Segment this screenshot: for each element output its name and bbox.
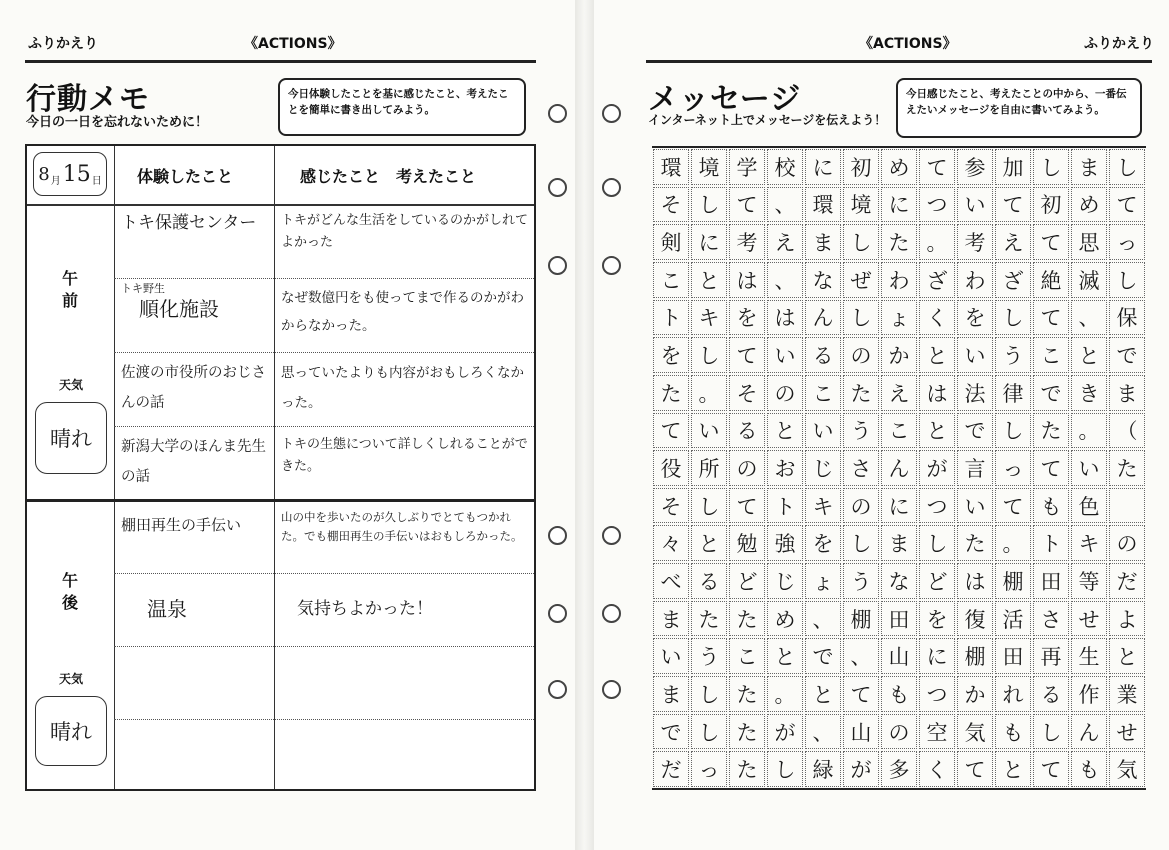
- message-cell: か: [957, 676, 993, 712]
- message-cell: し: [1033, 149, 1069, 185]
- message-cell: る: [729, 413, 765, 449]
- binder-ring: [548, 680, 567, 699]
- message-cell: も: [995, 714, 1031, 750]
- message-cell: 棚: [995, 563, 1031, 599]
- message-cell: で: [957, 413, 993, 449]
- message-cell: せ: [1071, 601, 1107, 637]
- message-cell: て: [919, 149, 955, 185]
- row-divider: [114, 573, 534, 574]
- message-cell: わ: [881, 262, 917, 298]
- col-header-experience: 体験したこと: [137, 167, 234, 186]
- message-cell: 思: [1071, 224, 1107, 260]
- message-cell: じ: [767, 563, 803, 599]
- message-cell: な: [881, 563, 917, 599]
- binder-ring: [548, 526, 567, 545]
- message-cell: が: [843, 751, 879, 787]
- message-cell: こ: [1033, 337, 1069, 373]
- message-cell: 。: [919, 224, 955, 260]
- message-cell: に: [919, 638, 955, 674]
- pm-label-char: 後: [61, 593, 78, 612]
- message-cell: 初: [1033, 187, 1069, 223]
- message-cell: と: [767, 413, 803, 449]
- page-subtitle-right: インターネット上でメッセージを伝えよう！: [648, 113, 887, 127]
- pm-thought-2: 気持ちよかった！: [297, 599, 433, 619]
- message-cell: せ: [1109, 714, 1145, 750]
- message-cell: 活: [995, 601, 1031, 637]
- message-cell: も: [1033, 488, 1069, 524]
- message-cell: に: [805, 149, 841, 185]
- message-cell: い: [957, 488, 993, 524]
- message-cell: 。: [767, 676, 803, 712]
- message-cell: て: [729, 337, 765, 373]
- header-right-label: ふりかえり: [1084, 36, 1154, 52]
- date-day: 15: [62, 161, 91, 187]
- message-cell: に: [881, 488, 917, 524]
- message-cell: 。: [691, 375, 727, 411]
- message-cell: い: [1071, 450, 1107, 486]
- message-cell: た: [653, 375, 689, 411]
- message-cell: も: [881, 676, 917, 712]
- message-cell: る: [1033, 676, 1069, 712]
- message-cell: さ: [843, 450, 879, 486]
- message-cell: し: [691, 337, 727, 373]
- message-cell: 作: [1071, 676, 1107, 712]
- message-cell: て: [1033, 300, 1069, 336]
- message-cell: え: [881, 375, 917, 411]
- message-cell: そ: [653, 488, 689, 524]
- col-header-thoughts: 感じたこと 考えたこと: [300, 167, 477, 186]
- message-cell: 棚: [957, 638, 993, 674]
- message-cell: と: [1109, 638, 1145, 674]
- message-cell: 、: [767, 187, 803, 223]
- message-cell: こ: [881, 413, 917, 449]
- pm-label: [53, 570, 87, 614]
- am-thought-3: 思っていたよりも内容がおもしろくなかった。: [281, 365, 524, 411]
- message-cell: た: [957, 525, 993, 561]
- message-cell: う: [691, 638, 727, 674]
- message-cell: 々: [653, 525, 689, 561]
- col-divider: [274, 146, 275, 789]
- binder-ring: [602, 680, 621, 699]
- message-cell: 考: [729, 224, 765, 260]
- col-divider: [114, 146, 115, 789]
- am-exp-3: 佐渡の市役所のおじさんの話: [121, 365, 266, 411]
- message-cell: つ: [919, 676, 955, 712]
- message-cell: を: [919, 601, 955, 637]
- message-cell: 気: [1109, 751, 1145, 787]
- message-cell: は: [729, 262, 765, 298]
- message-cell: し: [843, 525, 879, 561]
- message-cell: し: [843, 300, 879, 336]
- header-rule: [25, 60, 536, 63]
- message-cell: こ: [805, 375, 841, 411]
- message-cell: で: [1033, 375, 1069, 411]
- message-cell: わ: [957, 262, 993, 298]
- message-cell: っ: [1109, 224, 1145, 260]
- message-cell: ま: [805, 224, 841, 260]
- message-cell: じ: [805, 450, 841, 486]
- message-cell: 境: [691, 149, 727, 185]
- message-cell: め: [1071, 187, 1107, 223]
- message-cell: て: [843, 676, 879, 712]
- message-cell: を: [805, 525, 841, 561]
- am-pm-divider: [27, 499, 534, 502]
- message-cell: 色: [1071, 488, 1107, 524]
- message-cell: キ: [691, 300, 727, 336]
- message-cell: ま: [1109, 375, 1145, 411]
- date-month: 8: [38, 163, 50, 185]
- message-cell: た: [729, 601, 765, 637]
- message-cell: と: [919, 337, 955, 373]
- message-cell: ぜ: [843, 262, 879, 298]
- binder-ring: [548, 178, 567, 197]
- message-cell: ど: [919, 563, 955, 599]
- message-cell: き: [1071, 375, 1107, 411]
- message-cell: て: [729, 187, 765, 223]
- message-cell: ト: [1033, 525, 1069, 561]
- message-cell: め: [767, 601, 803, 637]
- message-cell: と: [995, 751, 1031, 787]
- message-cell: ま: [653, 601, 689, 637]
- message-cell: 考: [957, 224, 993, 260]
- message-cell: ん: [805, 300, 841, 336]
- instruction-box-right: 今日感じたこと、考えたことの中から、一番伝えたいメッセージを自由に書いてみよう。: [896, 78, 1142, 138]
- instruction-box-left: 今日体験したことを基に感じたこと、考えたことを簡単に書き出してみよう。: [278, 78, 526, 136]
- message-cell: し: [691, 488, 727, 524]
- message-cell: そ: [729, 375, 765, 411]
- message-cell: し: [691, 714, 727, 750]
- message-cell: て: [1033, 224, 1069, 260]
- message-cell: キ: [1071, 525, 1107, 561]
- message-cell: ん: [881, 450, 917, 486]
- message-cell: さ: [1033, 601, 1069, 637]
- message-cell: た: [729, 714, 765, 750]
- message-cell: た: [1033, 413, 1069, 449]
- message-cell: い: [767, 337, 803, 373]
- message-cell: 剣: [653, 224, 689, 260]
- message-cell: て: [1109, 187, 1145, 223]
- message-cell: 業: [1109, 676, 1145, 712]
- message-cell: （: [1109, 413, 1145, 449]
- message-cell: に: [881, 187, 917, 223]
- message-cell: の: [881, 714, 917, 750]
- message-cell: し: [767, 751, 803, 787]
- am-label-char: 午: [61, 269, 78, 288]
- pm-weather-box: 晴れ: [35, 696, 107, 766]
- message-cell: だ: [1109, 563, 1145, 599]
- message-grid: [652, 146, 1146, 790]
- message-cell: の: [729, 450, 765, 486]
- am-thought-1: トキがどんな生活をしているのかがしれてよかった: [281, 213, 529, 250]
- am-thought-4: トキの生態について詳しくしれることができた。: [281, 437, 528, 474]
- message-cell: し: [843, 224, 879, 260]
- message-cell: で: [653, 714, 689, 750]
- message-cell: い: [957, 337, 993, 373]
- message-cell: 学: [729, 149, 765, 185]
- message-cell: て: [729, 488, 765, 524]
- message-cell: 法: [957, 375, 993, 411]
- message-cell: し: [691, 187, 727, 223]
- message-cell: れ: [995, 676, 1031, 712]
- message-cell: 保: [1109, 300, 1145, 336]
- row-divider: [114, 426, 534, 427]
- message-cell: 初: [843, 149, 879, 185]
- message-cell: い: [691, 413, 727, 449]
- binder-ring: [602, 604, 621, 623]
- am-weather-label: 天気: [58, 378, 83, 392]
- message-cell: え: [995, 224, 1031, 260]
- binder-ring: [602, 178, 621, 197]
- pm-exp-2: 温泉: [147, 597, 187, 621]
- message-cell: た: [729, 751, 765, 787]
- message-cell: 空: [919, 714, 955, 750]
- binder-ring: [548, 604, 567, 623]
- message-cell: て: [1033, 450, 1069, 486]
- header-rule: [646, 60, 1152, 63]
- message-cell: 、: [805, 714, 841, 750]
- message-cell: の: [843, 488, 879, 524]
- message-cell: か: [881, 337, 917, 373]
- message-cell: ど: [729, 563, 765, 599]
- message-cell: し: [1109, 149, 1145, 185]
- message-cell: ト: [767, 488, 803, 524]
- message-cell: 田: [1033, 563, 1069, 599]
- binder-ring: [548, 256, 567, 275]
- message-cell: を: [653, 337, 689, 373]
- message-cell: と: [1071, 337, 1107, 373]
- message-cell: 校: [767, 149, 803, 185]
- row-divider: [114, 352, 534, 353]
- message-cell: 滅: [1071, 262, 1107, 298]
- message-cell: で: [805, 638, 841, 674]
- message-cell: 、: [843, 638, 879, 674]
- message-cell: た: [691, 601, 727, 637]
- left-page: [0, 0, 575, 850]
- pm-weather-label: 天気: [58, 672, 83, 686]
- row-divider: [114, 646, 534, 647]
- message-cell: 田: [995, 638, 1031, 674]
- message-cell: た: [729, 676, 765, 712]
- message-cell: 。: [1071, 413, 1107, 449]
- message-cell: な: [805, 262, 841, 298]
- date-month-unit: 月: [50, 175, 61, 187]
- message-cell: そ: [653, 187, 689, 223]
- page-gutter: [575, 0, 594, 850]
- am-thought-2: なぜ数億円をも使ってまで作るのかがわからなかった。: [281, 290, 524, 334]
- message-cell: し: [1033, 714, 1069, 750]
- message-cell: と: [805, 676, 841, 712]
- message-cell: に: [691, 224, 727, 260]
- message-cell: 加: [995, 149, 1031, 185]
- message-cell: た: [843, 375, 879, 411]
- message-cell: も: [1071, 751, 1107, 787]
- message-cell: 役: [653, 450, 689, 486]
- message-cell: と: [691, 525, 727, 561]
- message-cell: て: [957, 751, 993, 787]
- message-cell: で: [1109, 337, 1145, 373]
- message-cell: [1109, 488, 1145, 524]
- message-cell: っ: [995, 450, 1031, 486]
- message-cell: る: [805, 337, 841, 373]
- message-cell: 多: [881, 751, 917, 787]
- message-cell: の: [1109, 525, 1145, 561]
- am-weather-box: 晴れ: [35, 402, 107, 474]
- message-cell: 勉: [729, 525, 765, 561]
- message-cell: て: [653, 413, 689, 449]
- message-cell: し: [691, 676, 727, 712]
- row-divider: [114, 278, 534, 279]
- binder-ring: [602, 526, 621, 545]
- message-cell: と: [767, 638, 803, 674]
- message-cell: ざ: [995, 262, 1031, 298]
- message-cell: 復: [957, 601, 993, 637]
- message-cell: い: [957, 187, 993, 223]
- message-cell: だ: [653, 751, 689, 787]
- message-cell: く: [919, 300, 955, 336]
- message-cell: 山: [881, 638, 917, 674]
- message-cell: と: [919, 413, 955, 449]
- action-memo-table: [25, 144, 536, 791]
- message-cell: て: [995, 187, 1031, 223]
- page-title-right: メッセージ: [648, 82, 802, 117]
- message-cell: っ: [691, 751, 727, 787]
- header-divider: [27, 204, 534, 206]
- header-left-label: ふりかえり: [28, 36, 98, 52]
- message-cell: た: [881, 224, 917, 260]
- message-cell: う: [843, 413, 879, 449]
- header-actions-left: 《ACTIONS》: [244, 36, 342, 52]
- message-cell: 。: [995, 525, 1031, 561]
- message-cell: 、: [1071, 300, 1107, 336]
- message-cell: 境: [843, 187, 879, 223]
- message-cell: 所: [691, 450, 727, 486]
- message-cell: は: [767, 300, 803, 336]
- message-cell: い: [653, 638, 689, 674]
- message-cell: 、: [767, 262, 803, 298]
- message-cell: 絶: [1033, 262, 1069, 298]
- message-cell: が: [919, 450, 955, 486]
- message-cell: 言: [957, 450, 993, 486]
- am-exp-2-small: トキ野生: [121, 282, 165, 295]
- message-cell: し: [995, 413, 1031, 449]
- row-divider: [114, 719, 534, 720]
- message-cell: 等: [1071, 563, 1107, 599]
- message-cell: 田: [881, 601, 917, 637]
- message-cell: し: [995, 300, 1031, 336]
- header-actions-right: 《ACTIONS》: [859, 36, 957, 52]
- message-cell: て: [1033, 751, 1069, 787]
- message-cell: の: [843, 337, 879, 373]
- message-cell: こ: [729, 638, 765, 674]
- page-title-left: 行動メモ: [26, 82, 150, 117]
- message-cell: を: [957, 300, 993, 336]
- am-exp-2: 順化施設: [139, 297, 219, 321]
- message-cell: い: [805, 413, 841, 449]
- message-cell: く: [919, 751, 955, 787]
- message-cell: ト: [653, 300, 689, 336]
- message-cell: め: [881, 149, 917, 185]
- binder-ring: [602, 256, 621, 275]
- date-day-unit: 日: [91, 175, 102, 187]
- am-exp-1: トキ保護センター: [121, 213, 257, 233]
- am-label: [53, 268, 87, 312]
- message-cell: つ: [919, 488, 955, 524]
- message-cell: し: [919, 525, 955, 561]
- message-cell: 気: [957, 714, 993, 750]
- message-cell: ま: [1071, 149, 1107, 185]
- message-cell: た: [1109, 450, 1145, 486]
- message-cell: の: [767, 375, 803, 411]
- message-cell: 参: [957, 149, 993, 185]
- pm-exp-1: 棚田再生の手伝い: [121, 516, 242, 534]
- message-cell: ん: [1071, 714, 1107, 750]
- message-cell: ょ: [805, 563, 841, 599]
- message-cell: ま: [653, 676, 689, 712]
- message-cell: 再: [1033, 638, 1069, 674]
- message-cell: よ: [1109, 601, 1145, 637]
- message-cell: 強: [767, 525, 803, 561]
- message-cell: 環: [805, 187, 841, 223]
- message-cell: お: [767, 450, 803, 486]
- page-subtitle-left: 今日の一日を忘れないために！: [26, 115, 209, 130]
- binder-ring: [548, 104, 567, 123]
- message-cell: べ: [653, 563, 689, 599]
- message-cell: を: [729, 300, 765, 336]
- message-cell: こ: [653, 262, 689, 298]
- message-cell: つ: [919, 187, 955, 223]
- message-cell: ま: [881, 525, 917, 561]
- message-cell: 律: [995, 375, 1031, 411]
- message-cell: る: [691, 563, 727, 599]
- message-cell: 生: [1071, 638, 1107, 674]
- message-cell: が: [767, 714, 803, 750]
- message-cell: え: [767, 224, 803, 260]
- message-cell: 環: [653, 149, 689, 185]
- message-cell: う: [843, 563, 879, 599]
- message-cell: 、: [805, 601, 841, 637]
- message-cell: と: [691, 262, 727, 298]
- message-cell: て: [995, 488, 1031, 524]
- message-cell: 山: [843, 714, 879, 750]
- message-cell: ょ: [881, 300, 917, 336]
- message-cell: キ: [805, 488, 841, 524]
- date-box: [33, 152, 107, 196]
- pm-thought-1: 山の中を歩いたのが久しぶりでとてもつかれた。でも棚田再生の手伝いはおもしろかった。: [281, 510, 523, 543]
- pm-label-char: 午: [61, 571, 78, 590]
- am-label-char: 前: [61, 291, 78, 310]
- message-cell: は: [919, 375, 955, 411]
- binder-ring: [602, 104, 621, 123]
- message-cell: し: [1109, 262, 1145, 298]
- am-exp-4: 新潟大学のほんま先生の話: [121, 439, 266, 485]
- message-cell: 棚: [843, 601, 879, 637]
- message-cell: ざ: [919, 262, 955, 298]
- message-cell: う: [995, 337, 1031, 373]
- message-cell: は: [957, 563, 993, 599]
- message-cell: 緑: [805, 751, 841, 787]
